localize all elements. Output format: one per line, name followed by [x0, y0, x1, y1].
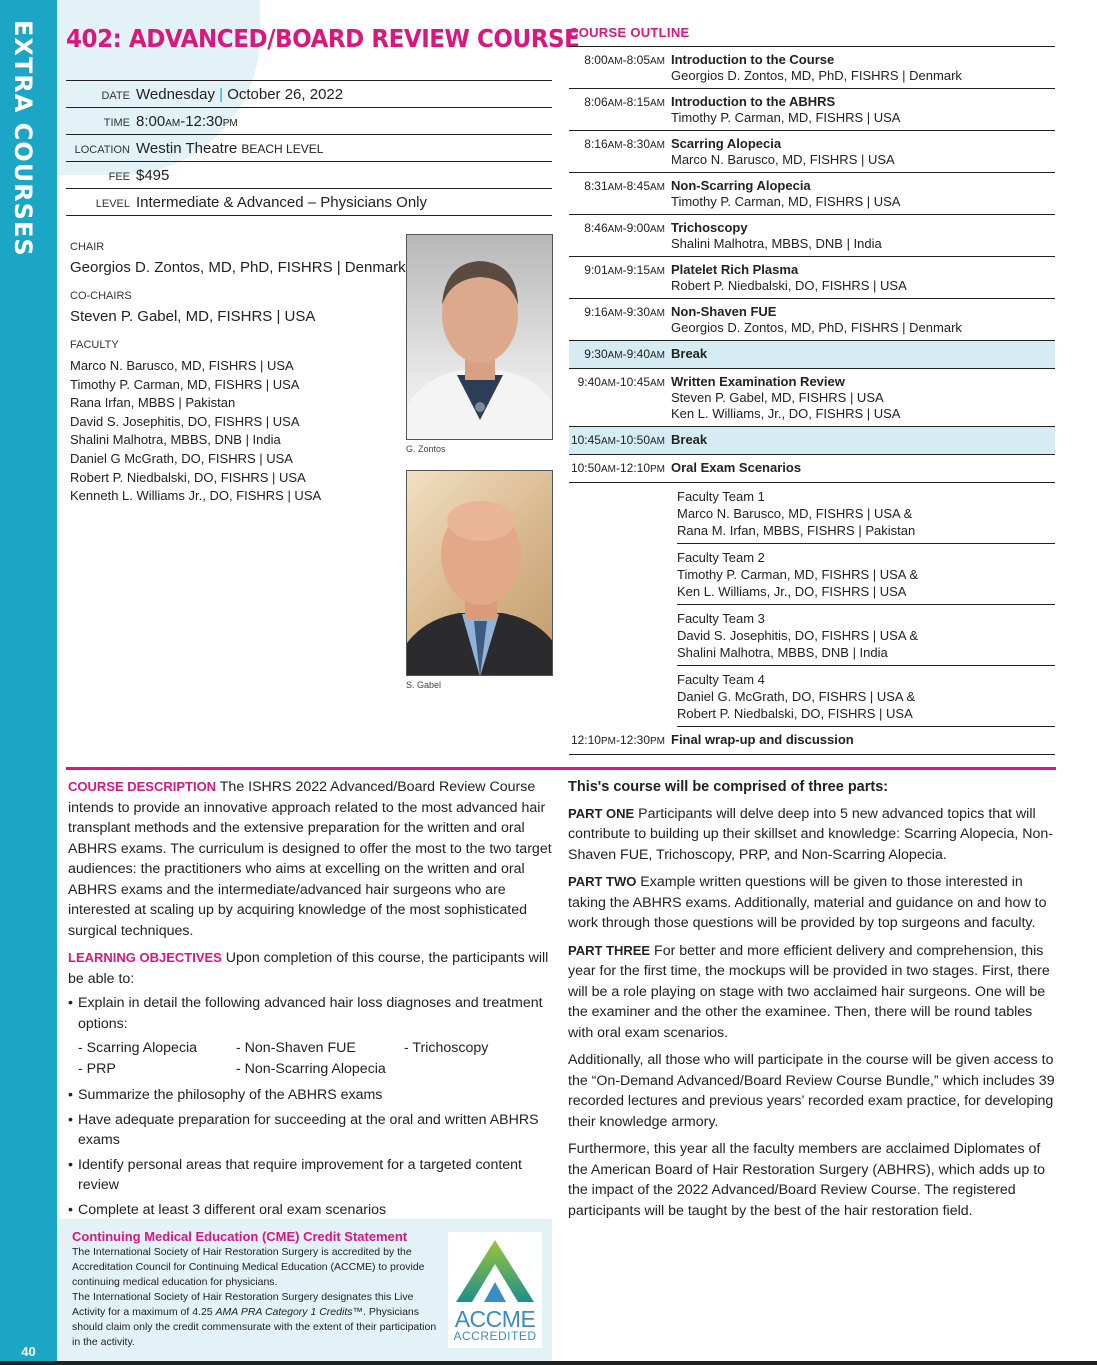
topic: - Scarring Alopecia	[78, 1040, 198, 1056]
outline-time: 9:16AM-9:30AM	[584, 305, 665, 319]
date-weekday: Wednesday	[136, 86, 215, 103]
outline-time: 9:30AM-9:40AM	[584, 347, 665, 361]
accme-word: ACCME	[454, 1306, 536, 1332]
team-member: David S. Josephitis, DO, FISHRS | USA &	[677, 628, 919, 643]
faculty-member: Shalini Malhotra, MBBS, DNB | India	[70, 432, 281, 448]
outline-time: 9:01AM-9:15AM	[584, 263, 665, 277]
page-number: 40	[21, 1344, 36, 1359]
faculty-member: Kenneth L. Williams Jr., DO, FISHRS | USA	[70, 488, 322, 504]
part-one	[568, 804, 1058, 866]
team-member: Ken L. Williams, Jr., DO, FISHRS | USA	[677, 584, 907, 599]
cochair-name: Steven P. Gabel, MD, FISHRS | USA	[70, 308, 316, 325]
photo-caption: S. Gabel	[406, 680, 442, 690]
outline-row	[569, 131, 1055, 173]
faculty-team	[677, 483, 1055, 544]
faculty-team	[677, 666, 1055, 727]
outline-row-break	[569, 427, 1055, 455]
outline-title: Platelet Rich Plasma	[671, 262, 799, 277]
sidebar-label: EXTRA COURSES	[9, 20, 37, 257]
outline-speaker: Georgios D. Zontos, MD, PhD, FISHRS | Denmark	[671, 320, 962, 335]
team-member: Shalini Malhotra, MBBS, DNB | India	[677, 645, 888, 660]
info-label: FEE	[108, 171, 130, 183]
outline-speaker: Ken L. Williams, Jr., DO, FISHRS | USA	[671, 406, 901, 421]
part-label: PART ONE	[568, 805, 635, 821]
info-value: 8:00AM-12:30PM	[136, 113, 238, 130]
topic: - Non-Shaven FUE	[236, 1040, 356, 1056]
outline-time: 8:46AM-9:00AM	[584, 221, 665, 235]
team-member: Rana M. Irfan, MBBS, FISHRS | Pakistan	[677, 523, 916, 538]
info-row-level	[66, 189, 552, 216]
outline-row-final	[569, 727, 1055, 755]
accme-logo	[448, 1232, 542, 1348]
outline-speaker: Timothy P. Carman, MD, FISHRS | USA	[671, 110, 901, 125]
info-row-location	[66, 135, 552, 162]
outline-title: Written Examination Review	[671, 374, 845, 389]
section-divider	[66, 767, 1056, 770]
outline-speaker: Steven P. Gabel, MD, FISHRS | USA	[671, 390, 884, 405]
faculty-label: FACULTY	[70, 339, 119, 351]
objective-item: • Identify personal areas that require improvement for a targeted content review	[68, 1155, 554, 1196]
outline-speaker: Georgios D. Zontos, MD, PhD, FISHRS | Denmark	[671, 68, 962, 83]
outline-time: 8:31AM-8:45AM	[584, 179, 665, 193]
date-day: October 26, 2022	[227, 86, 344, 103]
cme-paragraph: The International Society of Hair Restoration Surgery designates this Live Activity for a maximum of 4.25 AMA PRA Category 1 Credits™. Physicians should claim only the credit commensurate with the extent of their participation in the activity.	[72, 1291, 437, 1348]
faculty-member: Marco N. Barusco, MD, FISHRS | USA	[70, 358, 294, 373]
outline-row	[569, 299, 1055, 341]
outline-row	[569, 455, 1055, 483]
objective-item: • Summarize the philosophy of the ABHRS exams	[68, 1085, 554, 1106]
objectives-intro: Upon completion of this course, the participants will be able to:	[68, 950, 549, 987]
page-title: 402: ADVANCED/BOARD REVIEW COURSE	[66, 24, 580, 53]
topic	[404, 1059, 534, 1080]
outline-title: Introduction to the ABHRS	[671, 94, 836, 109]
objective-item: • Complete at least 3 different oral exam scenarios	[68, 1200, 554, 1221]
part-text: For better and more efficient delivery and comprehension, this year for the first time, the mockups will be provided in two stages. First, there will be a role playing on stage with two acclaimed hair surgeons. One will be the examiner and the other the examinee. Then, there will be round tables with oral exam scenarios.	[568, 942, 1050, 1041]
objective-item: • Explain in detail the following advanced hair loss diagnoses and treatment options:	[68, 993, 554, 1034]
objective-item: • Have adequate preparation for succeeding at the oral and written ABHRS exams	[68, 1110, 554, 1151]
pipe-separator: |	[214, 86, 228, 103]
info-value: $495	[136, 167, 170, 184]
additional-paragraph: Additionally, all those who will participate in the course will be given access to the “On-Demand Advanced/Board Review Course Bundle,” which includes 39 recorded lectures and previous years’ recorded exam practice, for developing their knowledge armory.	[568, 1052, 1055, 1130]
sidebar	[0, 0, 57, 1365]
objectives-header: LEARNING OBJECTIVES	[68, 950, 222, 965]
cochairs-label: CO-CHAIRS	[70, 290, 132, 302]
faculty-member: Daniel G McGrath, DO, FISHRS | USA	[70, 450, 293, 466]
accme-sub: ACCREDITED	[453, 1329, 537, 1343]
topic: - Trichoscopy	[404, 1040, 489, 1056]
outline-row	[569, 369, 1055, 427]
team-name: Faculty Team 2	[677, 550, 765, 565]
topic: - Non-Scarring Alopecia	[236, 1060, 386, 1077]
team-member: Marco N. Barusco, MD, FISHRS | USA &	[677, 506, 913, 521]
team-name: Faculty Team 3	[677, 611, 765, 626]
info-label: TIME	[103, 117, 130, 129]
info-label: LEVEL	[95, 198, 130, 210]
chair-name: Georgios D. Zontos, MD, PhD, FISHRS | Denmark	[70, 259, 406, 276]
cme-paragraph: The International Society of Hair Restoration Surgery is accredited by the Accreditation Council for Continuing Medical Education (ACCME) to provide continuing medical education for physicians.	[72, 1246, 425, 1288]
outline-row	[569, 215, 1055, 257]
gabel-photo	[406, 470, 553, 676]
outline-title: Break	[671, 432, 708, 447]
outline-speaker: Robert P. Niedbalski, DO, FISHRS | USA	[671, 278, 907, 293]
people-section	[70, 241, 406, 506]
info-value: Westin Theatre BEACH LEVEL	[136, 140, 324, 157]
furthermore-paragraph: Furthermore, this year all the faculty members are acclaimed Diplomates of the American Board of Hair Restoration Surgery (ABHRS), which adds up to the impact of the 2022 Advanced/Board Review Course. The registered participants will be taught by the best of the hair restoration field.	[568, 1141, 1046, 1219]
course-outline	[569, 46, 1055, 755]
course-parts	[568, 777, 1058, 1228]
part-three	[568, 941, 1058, 1044]
portrait-illustration	[407, 235, 553, 440]
outline-speaker: Timothy P. Carman, MD, FISHRS | USA	[671, 194, 901, 209]
outline-title: Break	[671, 346, 708, 361]
outline-time: 8:00AM-8:05AM	[584, 53, 665, 67]
faculty-team	[677, 605, 1055, 666]
outline-time: 8:16AM-8:30AM	[584, 137, 665, 151]
faculty-team	[677, 544, 1055, 605]
info-value	[136, 86, 343, 103]
outline-title: Trichoscopy	[671, 220, 748, 235]
course-info-table	[66, 80, 552, 216]
team-member: Daniel G. McGrath, DO, FISHRS | USA &	[677, 689, 916, 704]
faculty-member: Robert P. Niedbalski, DO, FISHRS | USA	[70, 469, 306, 485]
outline-row	[569, 173, 1055, 215]
objective-text: Complete at least 3 different oral exam scenarios	[78, 1201, 387, 1218]
team-name: Faculty Team 4	[677, 672, 765, 687]
info-row-fee	[66, 162, 552, 189]
team-member: Robert P. Niedbalski, DO, FISHRS | USA	[677, 706, 913, 721]
info-label: DATE	[101, 90, 130, 102]
outline-title: Non-Shaven FUE	[671, 304, 777, 319]
objectives-paragraph	[68, 948, 554, 989]
outline-row	[569, 47, 1055, 89]
description-header: COURSE DESCRIPTION	[68, 779, 217, 794]
part-text: Example written questions will be given to those interested in taking the ABHRS exams. Additionally, material and guidance on and how to work through those questions will be provided by top surgeons and faculty.	[568, 874, 1047, 931]
cme-title: Continuing Medical Education (CME) Credit Statement	[72, 1229, 408, 1244]
outline-title: Final wrap-up and discussion	[671, 732, 854, 747]
outline-title: Non-Scarring Alopecia	[671, 178, 811, 193]
outline-title: Introduction to the Course	[671, 52, 835, 67]
info-row-date	[66, 81, 552, 108]
outline-speaker: Marco N. Barusco, MD, FISHRS | USA	[671, 152, 895, 167]
info-label: LOCATION	[74, 144, 130, 156]
part-label: PART THREE	[568, 942, 651, 958]
outline-title: Scarring Alopecia	[671, 136, 782, 151]
chair-label: CHAIR	[70, 241, 105, 253]
outline-speaker: Shalini Malhotra, MBBS, DNB | India	[671, 236, 882, 251]
outline-time: 10:50AM-12:10PM	[570, 461, 665, 475]
part-label: PART TWO	[568, 874, 637, 889]
outline-row	[569, 89, 1055, 131]
outline-time: 10:45AM-10:50AM	[570, 433, 665, 447]
faculty-member: Timothy P. Carman, MD, FISHRS | USA	[70, 376, 300, 392]
outline-title: Oral Exam Scenarios	[671, 460, 802, 475]
objective-text: Have adequate preparation for succeeding at the oral and written ABHRS exams	[78, 1111, 539, 1148]
objective-text: Explain in detail the following advanced hair loss diagnoses and treatment options:	[78, 995, 543, 1032]
photo-caption: G. Zontos	[406, 444, 446, 454]
objective-text: Identify personal areas that require improvement for a targeted content review	[78, 1156, 523, 1193]
outline-time: 9:40AM-10:45AM	[577, 375, 665, 389]
zontos-photo	[406, 234, 553, 440]
outline-row	[569, 257, 1055, 299]
outline-time: 8:06AM-8:15AM	[584, 95, 665, 109]
bottom-strip	[0, 1361, 1097, 1365]
team-name: Faculty Team 1	[677, 489, 765, 504]
accme-logo-mark	[448, 1232, 542, 1306]
portrait-illustration	[407, 471, 553, 676]
part-two	[568, 872, 1058, 934]
parts-heading: This's course will be comprised of three parts:	[568, 779, 889, 795]
outline-row-break	[569, 341, 1055, 369]
info-row-time	[66, 108, 552, 135]
outline-header: COURSE OUTLINE	[569, 25, 690, 40]
faculty-member: David S. Josephitis, DO, FISHRS | USA	[70, 413, 300, 429]
description-paragraph	[68, 777, 554, 941]
faculty-list	[70, 357, 400, 506]
cme-text	[72, 1245, 442, 1350]
description-text: The ISHRS 2022 Advanced/Board Review Course intends to provide an innovative approach related to the most advanced hair transplant methods and the extensive preparation for the written and oral ABHRS exams. The curriculum is designed to offer the most to the two target audiences: the practitioners who aims at excelling on the written and oral ABHRS exams and the intermediate/advanced hair surgeons who are interested at scaling up by acquiring knowledge of the most sophisticated surgical techniques.	[68, 779, 552, 939]
team-member: Timothy P. Carman, MD, FISHRS | USA &	[677, 567, 919, 582]
faculty-member: Rana Irfan, MBBS | Pakistan	[70, 395, 236, 411]
objectives-list	[68, 993, 554, 1220]
outline-time: 12:10PM-12:30PM	[570, 733, 665, 747]
topics-grid	[68, 1038, 554, 1079]
objective-text: Summarize the philosophy of the ABHRS exams	[78, 1087, 383, 1103]
info-value: Intermediate & Advanced – Physicians Only	[136, 194, 427, 211]
topic: - PRP	[78, 1060, 116, 1077]
course-description	[68, 777, 554, 1224]
part-text: Participants will delve deep into 5 new advanced topics that will contribute to building up their skillset and knowledge: Scarring Alopecia, Non-Shaven FUE, Trichoscopy, PRP, and Non-Scarring Alopecia.	[568, 805, 1054, 863]
